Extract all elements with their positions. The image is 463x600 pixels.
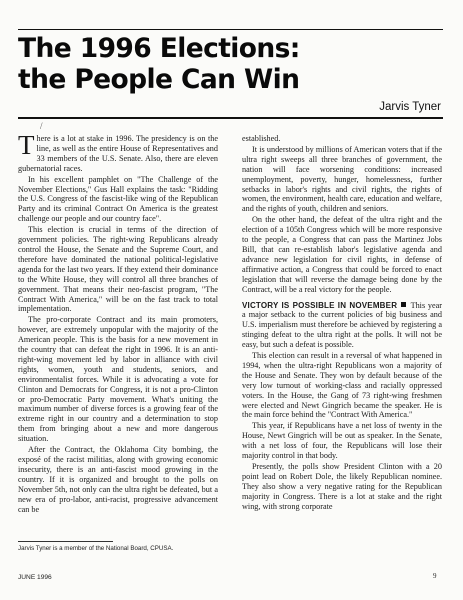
issue-date: JUNE 1996 [18, 574, 52, 581]
article-title [18, 33, 443, 95]
paragraph: Presently, the polls show President Clinton with a 20 point lead on Robert Dole, the likely Republican nominee. They also show a very negative rating for the Republican majority in Congress. There is a lot at stake and the right wing, with strong corporate [242, 462, 442, 511]
author-byline: Jarvis Tyner [379, 101, 441, 113]
byline-rule [18, 117, 443, 119]
drop-cap: T [18, 130, 35, 160]
paragraph-intro: There is a lot at stake in 1996. The presidency is on the line, as well as the entire House of Representatives and 33 members of the U.S. Senate. Also, there are eleven gubernatorial races. [18, 130, 218, 173]
title-line-2: the People Can Win [18, 64, 300, 95]
paragraph: It is understood by millions of American voters that if the ultra right sweeps all three branches of government, the nation will face worsening conditions: increased unemployment, poverty, hunger, homelessness, further setbacks in labor's rights and civil rights, the rights of women, the environment, health care, education and welfare, and the rights of youth, children and seniors. [242, 144, 442, 214]
header-rule [18, 29, 443, 30]
paragraph: established. [242, 134, 281, 143]
square-bullet-icon [401, 302, 406, 307]
paragraph: After the Contract, the Oklahoma City bombing, the exposé of the racist militias, along with growing economic insecurity, there is an anti-fascist mood growing in the country. If it is organized and brought to the polls on November 5th, not only can the ultra right be defeated, but a new era of pro-labor, anti-racist, progressive advancement can be [18, 445, 218, 514]
section-heading: VICTORY IS POSSIBLE IN NOVEMBER [242, 300, 398, 310]
page-number: 9 [433, 572, 437, 580]
paragraph: The pro-corporate Contract and its main promoters, however, are extremely unpopular with the majority of the American people. This is the basis for a new movement in the country that can defeat the right in 1996. It is an anti-right-wing movement led by labor in alliance with civil rights, women, youth and students, seniors, and environmentalist forces. While it is advocating a vote for Clinton and Democrats for Congress, it is not a pro-Clinton or pro-Democratic Party movement. What's uniting the maximum number of diverse forces is a growing fear of the extreme right in our country and a determination to stop them from bringing about a new and more dangerous situation. [18, 315, 218, 444]
footnote-rule [18, 541, 113, 542]
title-line-1: The 1996 Elections: [18, 33, 300, 64]
paragraph: This election is crucial in terms of the direction of government policies. The right-wing Republicans already control the House, the Senate and the Supreme Court, and therefore have dominated the national political-legislative agenda for the last two years. If they extend their dominance to the White House, they will control all three branches of government. That means their neo-fascist program, "The Contract With America," will be on the fast track to total implementation. [18, 225, 218, 314]
right-column [242, 134, 442, 513]
paragraph: On the other hand, the defeat of the ultra right and the election of a 105th Congress which will be more responsive to the people, a Congress that can pass the Martinez Jobs Bill, that can re-establish labor's legislative agenda and advance new legislation for civil rights, in defense of affirmative action, a Congress that could be forced to enact legislation that will reverse the damage being done by the Contract, will be a real victory for the people. [242, 215, 442, 294]
paragraph: This year, if Republicans have a net loss of twenty in the House, Newt Gingrich will be out as speaker. In the Senate, with a net loss of four, the Republicans will lose their majority control in that body. [242, 421, 442, 461]
paragraph: In his excellent pamphlet on "The Challenge of the November Elections," Gus Hall explains the task: "Ridding the U.S. Congress of the fascist-like wing of the Republican Party and its criminal Contract On America is the greatest challenge our people and our country face". [18, 174, 218, 224]
stray-mark: / [40, 121, 43, 131]
left-column [18, 130, 218, 515]
paragraph: This election can result in a reversal of what happened in 1994, when the ultra-right Republicans won a majority of the House and Senate. They won by default because of the very low turnout of working-class and racially oppressed voters. In the House, the Gang of 73 right-wing freshmen were elected and Newt Gingrich became the speaker. He is the main force behind the "Contract With America." [242, 351, 442, 420]
paragraph-section-start: VICTORY IS POSSIBLE IN NOVEMBER This year a major setback to the current policies of big business and U.S. imperialism must therefore be achieved by registering a stinging defeat to the ultra right at the polls. It will not be easy, but such a defeat is possible. [242, 300, 442, 350]
author-footnote: Jarvis Tyner is a member of the National Board, CPUSA. [18, 545, 174, 552]
